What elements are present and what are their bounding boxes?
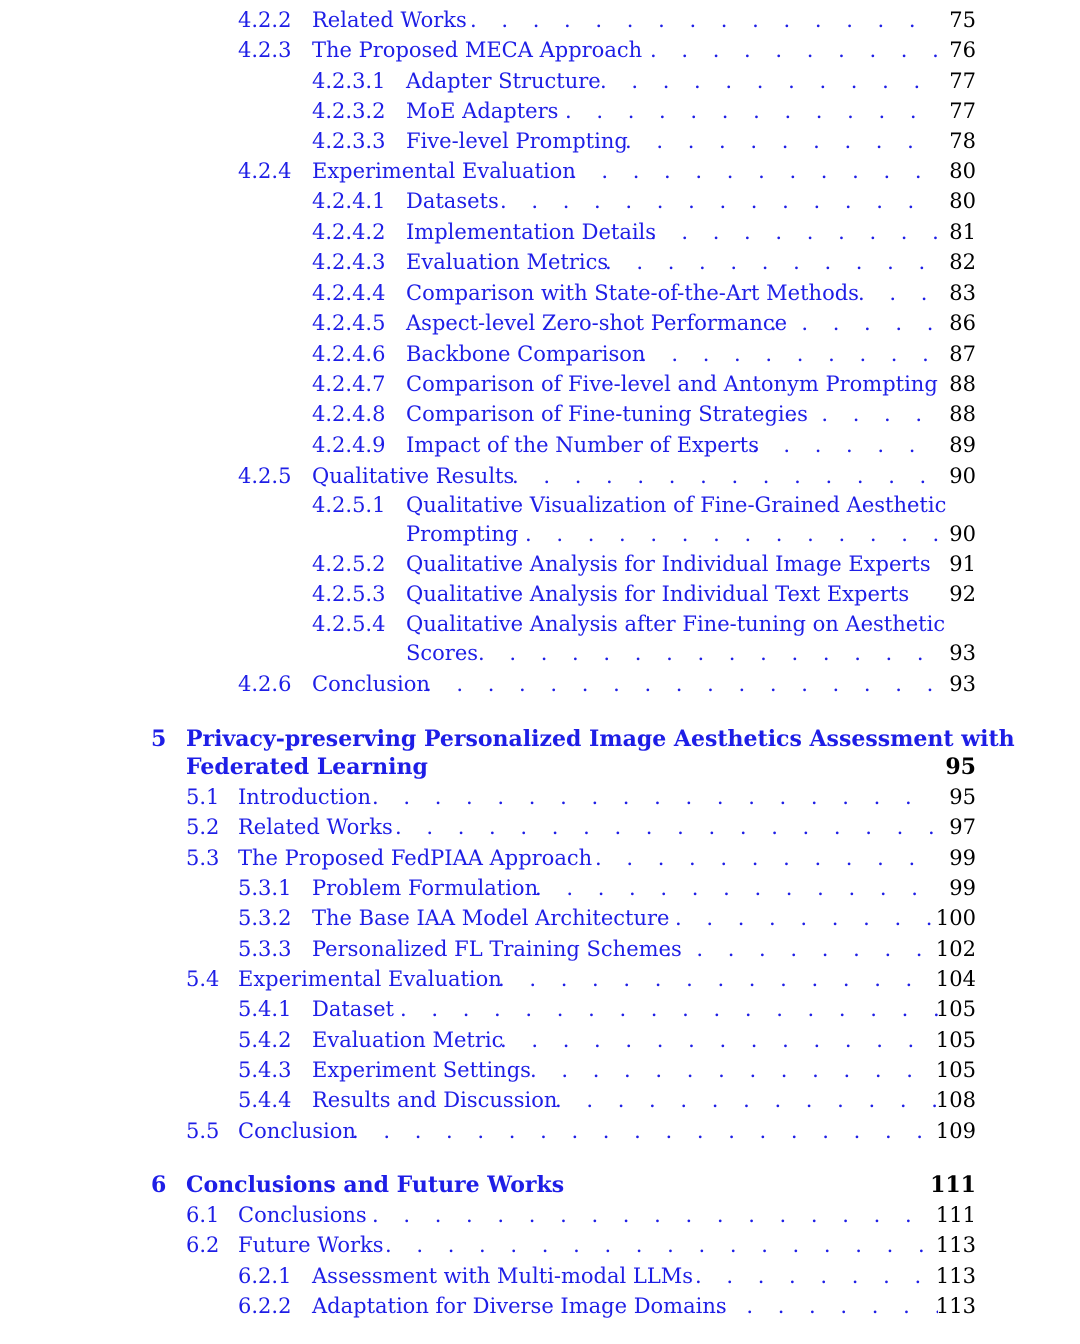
toc-number: 5.4.3 [238, 1058, 292, 1082]
toc-title[interactable]: Implementation Details [406, 220, 657, 244]
toc-number: 4.2.3 [238, 38, 292, 62]
toc-page[interactable]: 104 [935, 967, 976, 991]
toc-page[interactable]: 105 [935, 1058, 976, 1082]
chapter-number: 6 [151, 1172, 167, 1198]
dot-leader [650, 38, 938, 64]
dot-leader [535, 876, 938, 902]
toc-title[interactable]: Datasets [406, 189, 499, 213]
toc-title[interactable]: The Proposed MECA Approach [312, 38, 643, 62]
toc-page[interactable]: 97 [949, 815, 976, 839]
toc-title[interactable]: Aspect-level Zero-shot Performance [406, 311, 788, 335]
dot-leader [372, 1203, 938, 1229]
dot-leader [512, 464, 938, 490]
dot-leader [595, 846, 938, 872]
toc-number: 4.2.4.6 [312, 342, 386, 366]
toc-page[interactable]: 82 [949, 250, 976, 274]
toc-number: 5.1 [186, 785, 220, 809]
toc-number: 5.3.3 [238, 937, 292, 961]
toc-number: 6.1 [186, 1203, 220, 1227]
toc-title[interactable]: Comparison of Five-level and Antonym Prompting [406, 372, 938, 396]
toc-page[interactable]: 93 [949, 672, 976, 696]
toc-title[interactable]: Future Works [238, 1233, 384, 1257]
dot-leader [650, 220, 938, 246]
dot-leader [352, 1119, 938, 1145]
dot-leader [395, 815, 938, 841]
toc-number: 4.2.4.8 [312, 402, 386, 426]
toc-number: 4.2.4.9 [312, 433, 386, 457]
toc-number: 4.2.5 [238, 464, 292, 488]
toc-page[interactable]: 105 [935, 997, 976, 1021]
toc-title[interactable]: Results and Discussion [312, 1088, 558, 1112]
toc-number: 4.2.5.1 [312, 493, 386, 517]
dot-leader [478, 641, 938, 667]
toc-title[interactable]: Conclusions [238, 1203, 367, 1227]
dot-leader [695, 1264, 938, 1290]
toc-number: 6.2 [186, 1233, 220, 1257]
dot-leader [372, 785, 938, 811]
toc-number: 4.2.5.2 [312, 552, 386, 576]
toc-page[interactable]: 92 [949, 582, 976, 606]
toc-page[interactable]: 88 [949, 372, 976, 396]
chapter-page[interactable]: 95 [945, 754, 976, 780]
dot-leader [675, 906, 938, 932]
toc-title[interactable]: Five-level Prompting [406, 129, 628, 153]
chapter-number: 5 [151, 726, 167, 752]
dot-leader [400, 997, 938, 1023]
toc-title[interactable]: MoE Adapters [406, 99, 559, 123]
chapter-title[interactable]: Conclusions and Future Works [186, 1172, 565, 1198]
toc-page[interactable]: 77 [949, 69, 976, 93]
toc-number: 4.2.5.4 [312, 612, 386, 636]
toc-page[interactable]: 90 [949, 522, 976, 546]
toc-title[interactable]: Qualitative Analysis after Fine-tuning on Aesthetic [406, 612, 946, 636]
toc-page[interactable]: 93 [949, 641, 976, 665]
toc-number: 5.4.4 [238, 1088, 292, 1112]
toc-number: 4.2.4.2 [312, 220, 386, 244]
toc-title[interactable]: Problem Formulation [312, 876, 539, 900]
toc-title[interactable]: Dataset [312, 997, 394, 1021]
dot-leader [605, 250, 938, 276]
dot-leader [640, 342, 938, 368]
chapter-page[interactable]: 111 [930, 1172, 976, 1198]
toc-number: 4.2.4.1 [312, 189, 386, 213]
toc-page[interactable]: 113 [935, 1294, 976, 1318]
toc-page[interactable]: 113 [935, 1264, 976, 1288]
toc-page[interactable]: 108 [935, 1088, 976, 1112]
toc-title[interactable]: Related Works [238, 815, 393, 839]
toc-page[interactable]: 102 [935, 937, 976, 961]
toc-number: 4.2.4.7 [312, 372, 386, 396]
toc-page[interactable]: 100 [935, 906, 976, 930]
dot-leader [500, 1028, 938, 1054]
toc-number: 4.2.3.3 [312, 129, 386, 153]
toc-page[interactable]: 86 [949, 311, 976, 335]
toc-title[interactable]: Qualitative Visualization of Fine-Grained Aesthetic [406, 493, 947, 517]
toc-page[interactable]: 87 [949, 342, 976, 366]
toc-title[interactable]: Comparison with State-of-the-Art Methods [406, 281, 859, 305]
toc-page[interactable]: 95 [949, 785, 976, 809]
dot-leader [530, 1058, 938, 1084]
toc-title[interactable]: Experiment Settings [312, 1058, 531, 1082]
toc-number: 4.2.4.5 [312, 311, 386, 335]
dot-leader [858, 281, 938, 307]
dot-leader [525, 522, 938, 548]
toc-number: 4.2.2 [238, 8, 292, 32]
toc-page[interactable]: 111 [935, 1203, 976, 1227]
dot-leader [565, 99, 938, 125]
toc-title[interactable]: Adaptation for Diverse Image Domains [312, 1294, 727, 1318]
toc-number: 6.2.2 [238, 1294, 292, 1318]
dot-leader [770, 311, 938, 337]
toc-number: 5.2 [186, 815, 220, 839]
toc-page[interactable]: 80 [949, 189, 976, 213]
chapter-title-continuation[interactable]: Federated Learning [186, 754, 428, 780]
toc-page[interactable]: 80 [949, 159, 976, 183]
toc-number: 4.2.4 [238, 159, 292, 183]
toc-title[interactable]: Backbone Comparison [406, 342, 646, 366]
dot-leader [498, 967, 938, 993]
toc-page[interactable]: 83 [949, 281, 976, 305]
toc-title[interactable]: Qualitative Analysis for Individual Image Experts [406, 552, 931, 576]
toc-title[interactable]: Qualitative Analysis for Individual Text Experts [406, 582, 910, 606]
toc-number: 5.4.1 [238, 997, 292, 1021]
toc-page[interactable]: 81 [949, 220, 976, 244]
toc-page[interactable]: 99 [949, 876, 976, 900]
toc-number: 5.3.2 [238, 906, 292, 930]
toc-number: 5.4 [186, 967, 220, 991]
dot-leader [470, 8, 938, 34]
chapter-title[interactable]: Privacy-preserving Personalized Image Aesthetics Assessment with [186, 726, 1015, 752]
toc-title[interactable]: Evaluation Metrics [406, 250, 609, 274]
toc-title[interactable]: The Base IAA Model Architecture [312, 906, 670, 930]
toc-title[interactable]: Experimental Evaluation [312, 159, 576, 183]
toc-title[interactable]: Conclusion [312, 672, 430, 696]
toc-page[interactable]: 88 [949, 402, 976, 426]
toc-page[interactable]: 90 [949, 464, 976, 488]
toc-number: 5.4.2 [238, 1028, 292, 1052]
toc-number: 6.2.1 [238, 1264, 292, 1288]
dot-leader [570, 159, 938, 185]
dot-leader [625, 129, 938, 155]
toc-title[interactable]: Assessment with Multi-modal LLMs [312, 1264, 694, 1288]
toc-number: 5.3 [186, 846, 220, 870]
toc-title[interactable]: Related Works [312, 8, 467, 32]
toc-title-continuation[interactable]: Scores [406, 641, 479, 665]
toc-number: 4.2.6 [238, 672, 292, 696]
dot-leader [752, 433, 938, 459]
toc-title[interactable]: Qualitative Results [312, 464, 515, 488]
toc-page[interactable]: 91 [949, 552, 976, 576]
toc-number: 4.2.3.2 [312, 99, 386, 123]
toc-title[interactable]: The Proposed FedPIAA Approach [238, 846, 593, 870]
dot-leader [425, 672, 938, 698]
toc-title[interactable]: Evaluation Metric [312, 1028, 504, 1052]
dot-leader [790, 402, 938, 428]
toc-page[interactable]: 109 [935, 1119, 976, 1143]
dot-leader [600, 69, 938, 95]
dot-leader [665, 937, 938, 963]
toc-title[interactable]: Conclusion [238, 1119, 356, 1143]
dot-leader [500, 189, 938, 215]
toc-title[interactable]: Impact of the Number of Experts [406, 433, 759, 457]
toc-number: 4.2.5.3 [312, 582, 386, 606]
toc-number: 5.5 [186, 1119, 220, 1143]
toc-page[interactable]: 78 [949, 129, 976, 153]
toc-page[interactable]: 105 [935, 1028, 976, 1052]
toc-page[interactable]: 113 [935, 1233, 976, 1257]
toc-title-continuation[interactable]: Prompting [406, 522, 519, 546]
dot-leader [385, 1233, 938, 1259]
toc-number: 5.3.1 [238, 876, 292, 900]
toc-page[interactable]: 76 [949, 38, 976, 62]
toc-page[interactable]: 75 [949, 8, 976, 32]
dot-leader [715, 1294, 938, 1320]
toc-number: 4.2.4.4 [312, 281, 386, 305]
dot-leader [555, 1088, 938, 1114]
toc-page[interactable]: 99 [949, 846, 976, 870]
toc-number: 4.2.4.3 [312, 250, 386, 274]
toc-title[interactable]: Experimental Evaluation [238, 967, 502, 991]
toc-number: 4.2.3.1 [312, 69, 386, 93]
toc-title[interactable]: Introduction [238, 785, 371, 809]
toc-page[interactable]: 89 [949, 433, 976, 457]
toc-title[interactable]: Adapter Structure [406, 69, 601, 93]
toc-title[interactable]: Comparison of Fine-tuning Strategies [406, 402, 808, 426]
toc-title[interactable]: Personalized FL Training Schemes [312, 937, 682, 961]
toc-page[interactable]: 77 [949, 99, 976, 123]
